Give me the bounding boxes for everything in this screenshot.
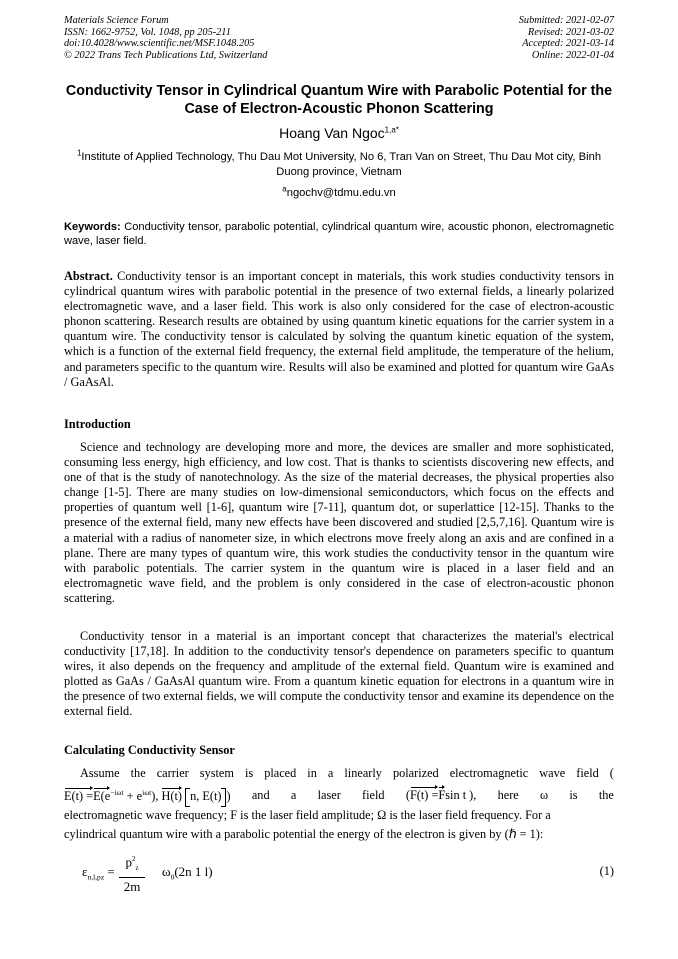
calc-line-1-word: polarized bbox=[392, 766, 439, 780]
calc-line-2-spread bbox=[64, 785, 614, 807]
hbar-equals-one: ℏ = 1 bbox=[508, 827, 536, 841]
calc-line-1-word: a bbox=[327, 766, 334, 780]
fraction-numerator bbox=[119, 851, 145, 876]
affiliation bbox=[64, 150, 614, 180]
abstract-label: Abstract. bbox=[64, 269, 113, 283]
keywords-text: Conductivity tensor, parabolic potential, cylindrical quantum wire, acoustic phonon, electromagnetic wave, laser field. bbox=[64, 221, 614, 247]
calc-line-1-word: electromagnetic bbox=[449, 766, 529, 780]
calc-line-4-before: cylindrical quantum wire with a parabolic potential the energy of the electron is given by ( bbox=[64, 827, 509, 841]
omega-zero-sub: 0 bbox=[170, 872, 175, 882]
journal-name: Materials Science Forum bbox=[64, 15, 169, 26]
word-here: here bbox=[497, 788, 519, 803]
calc-line-2 bbox=[64, 785, 614, 807]
equation-fraction bbox=[119, 851, 145, 895]
date-submitted: Submitted: 2021-02-07 bbox=[518, 15, 614, 26]
calc-line-1-word: carrier bbox=[156, 766, 189, 780]
word-laser: laser bbox=[317, 788, 341, 803]
calc-line-3: electromagnetic wave frequency; F is the laser field amplitude; Ω is the laser field frequency. For a bbox=[64, 808, 551, 822]
paper-title: Conductivity Tensor in Cylindrical Quantum Wire with Parabolic Potential for the Case of Electron-Acoustic Phonon Scattering bbox=[65, 83, 613, 117]
field-expression bbox=[64, 785, 231, 807]
momentum-symbol: p bbox=[125, 854, 132, 870]
cross-product: n, E(t) bbox=[190, 789, 222, 804]
equation-rhs bbox=[162, 864, 213, 882]
calc-line-1-word: is bbox=[244, 766, 254, 780]
calc-line-1-word: ( bbox=[609, 766, 614, 780]
email-marker: a bbox=[282, 184, 287, 194]
momentum-sub: z bbox=[135, 863, 139, 872]
epsilon-subscript: n,l,p bbox=[87, 872, 101, 882]
journal-header-left bbox=[64, 15, 267, 61]
affiliation-text: Institute of Applied Technology, Thu Dau Mot University, No 6, Tran Van on Street, Thu Dau Mot city, Binh Duong province, Vietnam bbox=[81, 151, 602, 178]
close-paren-2: ) bbox=[226, 789, 231, 804]
section-heading-introduction: Introduction bbox=[64, 417, 131, 431]
author-line bbox=[64, 124, 614, 142]
exp-plus: iωt bbox=[142, 788, 152, 797]
epsilon-symbol: ε bbox=[82, 864, 88, 879]
exp-minus: −iωt bbox=[110, 788, 124, 797]
journal-doi: doi:10.4028/www.scientific.net/MSF.1048.205 bbox=[64, 38, 255, 50]
word-a: a bbox=[290, 788, 297, 803]
calc-line-1-words bbox=[80, 766, 614, 781]
author-email bbox=[64, 186, 614, 201]
equals-sign: = bbox=[104, 864, 115, 879]
fraction-bar bbox=[119, 877, 145, 878]
keywords-label: Keywords: bbox=[64, 221, 121, 233]
journal-copyright: © 2022 Trans Tech Publications Ltd, Switzerland bbox=[64, 49, 268, 61]
date-accepted: Accepted: 2021-03-14 bbox=[522, 38, 614, 50]
calc-line-1-word: placed bbox=[264, 766, 297, 780]
equation-number: (1) bbox=[599, 864, 614, 878]
f-vector-t: F(t) = bbox=[409, 788, 439, 803]
f-vector-amp: F bbox=[438, 788, 446, 803]
word-and: and bbox=[251, 788, 270, 803]
journal-issn: ISSN: 1662-9752, Vol. 1048, pp 205-211 bbox=[64, 26, 231, 38]
equation-lhs bbox=[82, 864, 115, 882]
abstract-text: Conductivity tensor is an important concept in materials, this work studies conductivity tensors in cylindrical quantum wires with parabolic potential in the presence of two external fields, a linearly polarized electromagnetic wave, and a laser field. This work is also only considered for the case of electron-acoustic phonon scattering. Research results are obtained by using quantum kinetic equations for the carrier system in a quantum wire. The conductivity tensor is calculated by solving the quantum kinetic equation of the system, which is a function of the external field frequency, the external field amplitude, the temperature of the helium, and parameters specific to the quantum wire. Results will also be examined and plotted for quantum wire GaAs / GaAsAl. bbox=[64, 269, 614, 389]
calc-line-1-word: wave bbox=[539, 766, 566, 780]
close-paren-1: ), bbox=[151, 789, 162, 804]
calc-line-1-word: system bbox=[199, 766, 234, 780]
word-the: the bbox=[598, 788, 614, 803]
fraction-denominator: 2m bbox=[123, 878, 141, 894]
equation-1 bbox=[82, 851, 614, 894]
affiliation-marker: 1 bbox=[76, 148, 82, 158]
calc-line-1-word: linearly bbox=[344, 766, 382, 780]
plus-sign: + bbox=[123, 789, 137, 804]
date-online: Online: 2022-01-04 bbox=[531, 49, 614, 61]
email-text: ngochv@tdmu.edu.vn bbox=[286, 187, 396, 199]
calc-line-4 bbox=[64, 827, 614, 842]
omega-zero: ω bbox=[162, 864, 171, 879]
intro-paragraph-1: Science and technology are developing more and more, the devices are smaller and more sophisticated, consuming less energy, high efficiency, and low cost. That is thanks to scientists discovering new effects, and one of that is the study of nanotechnology. As the size of the material decreases, the physical properties also change [1-5]. There are many studies on low-dimensional semiconductors, which focus on the effects and properties of quantum well [1-6], quantum wire [7-11], quantum dot, or superlattice [12-15]. Thanks to the presence of the external field, many new effects have been discovered and studied [2,5,7,16]. Quantum wire is a material with a radius of nanometer size, in which electrons move freely along an axis and are confined in a plane. There are many types of quantum wire, this work studies the conductivity tensor in the quantum wire with parabolic potentials. The carrier system in the quantum wire is placed in a laser field and an electromagnetic wave field, and the problem is only considered in the case of electron-acoustic phonon scattering. bbox=[64, 440, 614, 605]
laser-expression bbox=[406, 788, 477, 803]
sin-term: sin t ), bbox=[445, 788, 477, 803]
momentum-power: 2 bbox=[131, 855, 136, 863]
quantum-numbers: (2n 1 l) bbox=[174, 864, 213, 879]
section-heading-calculating: Calculating Conductivity Sensor bbox=[64, 743, 235, 757]
laser-paren: ( bbox=[405, 788, 410, 803]
calc-line-1-word: the bbox=[130, 766, 146, 780]
calc-line-1 bbox=[64, 766, 614, 781]
e-vector-open: E(e bbox=[93, 789, 111, 804]
date-revised: Revised: 2021-03-02 bbox=[527, 26, 614, 38]
h-vector: H(t) bbox=[161, 789, 182, 804]
e-vector-t: E(t) = bbox=[64, 789, 94, 804]
word-field: field bbox=[362, 788, 385, 803]
symbol-omega: ω bbox=[540, 788, 549, 803]
intro-paragraph-2: Conductivity tensor in a material is an important concept that characterizes the material's electrical conductivity [17,18]. In addition to the conductivity tensor's dependence on parameters specific to quantum wires, it also depends on the frequency and amplitude of the external field. Quantum wire is examined and plotted as GaAs / GaAsAl quantum wire. From a quantum kinetic equation for electrons in a quantum wire in the presence of two external fields, we will compute the conductivity tensor and examine its dependence on the external field. bbox=[64, 629, 614, 719]
calc-line-1-word: Assume bbox=[80, 766, 120, 780]
e-mid: e bbox=[136, 789, 143, 804]
author-name: Hoang Van Ngoc bbox=[279, 125, 385, 141]
word-is: is bbox=[569, 788, 578, 803]
epsilon-subscript-z: z bbox=[100, 872, 105, 882]
calc-line-1-word: in bbox=[307, 766, 317, 780]
calc-line-1-word: field bbox=[576, 766, 599, 780]
abstract bbox=[64, 269, 614, 390]
keywords bbox=[64, 220, 614, 248]
calc-line-4-after: ): bbox=[535, 827, 544, 841]
journal-header-right bbox=[519, 15, 614, 61]
author-affiliation-marker: 1,a* bbox=[384, 125, 399, 135]
